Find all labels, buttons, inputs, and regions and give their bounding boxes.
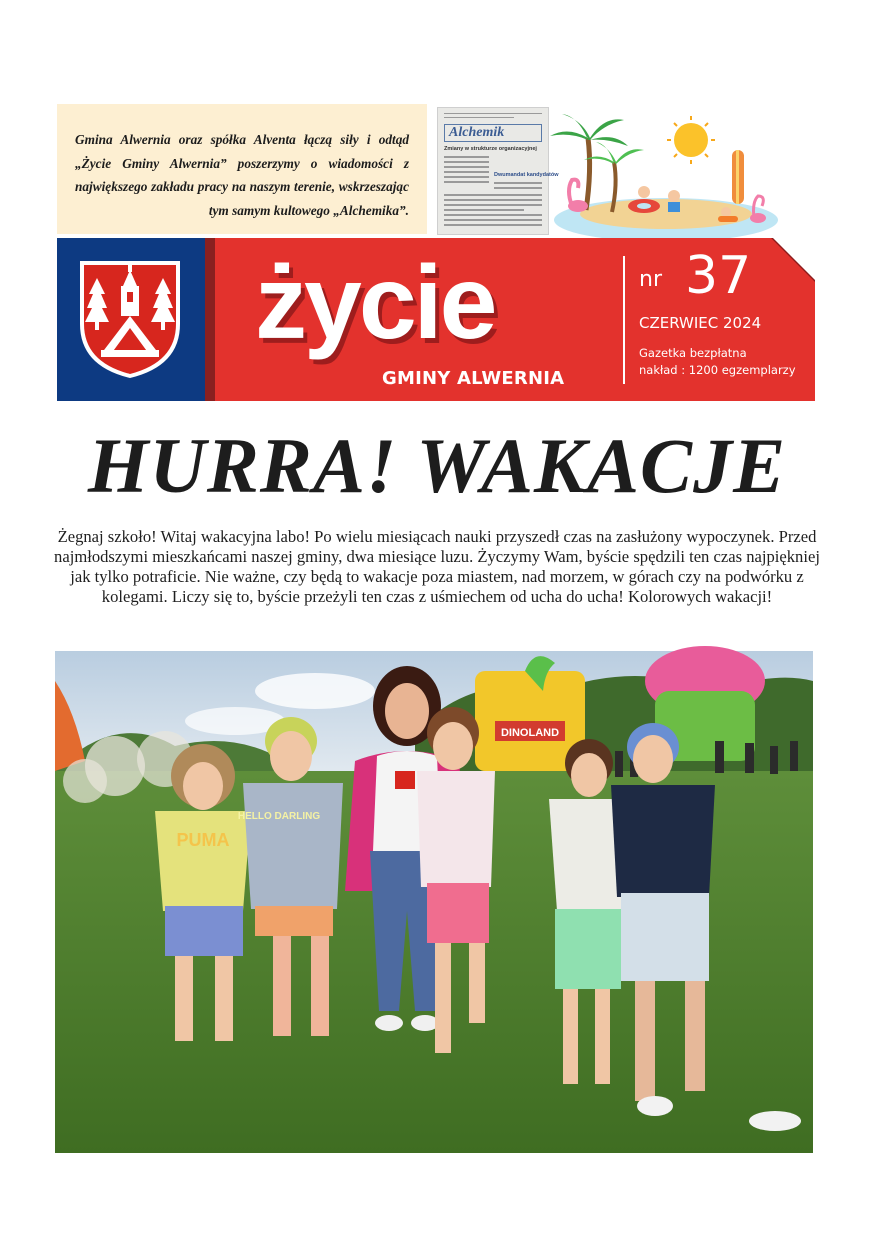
issue-prefix: nr xyxy=(639,267,662,292)
palm-trunk xyxy=(612,162,616,212)
cover-text-line xyxy=(444,166,489,168)
cover-text-line xyxy=(444,214,542,216)
child-leg xyxy=(563,989,578,1084)
cover-text-line xyxy=(444,199,542,201)
banner-corner-cut xyxy=(773,238,815,280)
person-face xyxy=(385,683,429,739)
masthead-divider xyxy=(623,256,625,384)
cover-text-line xyxy=(444,219,542,221)
child-leg xyxy=(273,936,291,1036)
child-face xyxy=(270,731,312,781)
child-shorts xyxy=(555,909,621,989)
child-leg xyxy=(635,981,655,1101)
surfboard-stripe xyxy=(736,150,739,204)
cover-text-line xyxy=(444,224,542,226)
child-shirt xyxy=(155,811,251,911)
child-shirt xyxy=(417,771,495,887)
child-face xyxy=(633,735,673,783)
cover-text-line xyxy=(444,209,524,211)
cloud xyxy=(255,673,375,709)
zorb-ball xyxy=(63,759,107,803)
palm-trunk xyxy=(586,138,590,210)
child-shoe xyxy=(637,1096,673,1116)
shirt-text: HELLO DARLING xyxy=(237,811,321,822)
person-shoe xyxy=(375,1015,403,1031)
article-photo xyxy=(55,651,813,1153)
intro-box xyxy=(57,104,427,234)
child-shirt xyxy=(611,785,715,897)
child-figure xyxy=(721,207,731,217)
child-leg xyxy=(175,956,193,1041)
cover-text-line xyxy=(444,181,489,183)
child-shirt xyxy=(243,783,343,909)
coat-of-arms-icon xyxy=(77,258,183,381)
photo-scene xyxy=(55,651,813,1153)
cover-text-line xyxy=(494,182,542,184)
flamingo xyxy=(750,213,766,223)
masthead-subtitle: GMINY ALWERNIA xyxy=(382,368,565,389)
alchemik-headline-1: Zmiany w strukturze organizacyjnej xyxy=(444,146,537,152)
cover-rule xyxy=(444,113,542,114)
cover-text-line xyxy=(444,161,489,163)
child-leg xyxy=(685,981,705,1091)
child-leg xyxy=(215,956,233,1041)
masthead-banner xyxy=(57,238,815,401)
cover-text-line xyxy=(444,171,489,173)
cover-text-line xyxy=(444,204,542,206)
cover-text-line xyxy=(444,176,489,178)
vacation-illustration xyxy=(548,110,778,236)
child-figure xyxy=(668,202,680,212)
alchemik-headline-2: Dwumandat kandydatów xyxy=(494,172,559,178)
free-note: Gazetka bezpłatna xyxy=(639,346,747,360)
article-lead: Żegnaj szkoło! Witaj wakacyjna labo! Po wielu miesiącach nauki przyszedł czas na zasłużony wypoczynek. Przed najmłodszymi mieszkańcami naszej gminy, dwa miesiące luzu. Życzymy Wam, byście spędzili ten czas najpiękniej jak tylko potraficie. Nie ważne, czy będą to wakacje poza miastem, nad morzem, w górach czy na podwórku z kolegami. Liczy się to, byście przeżyli ten czas z uśmiechem od ucha do ucha! Kolorowych wakacji! xyxy=(54,527,820,606)
cover-text-line xyxy=(444,156,489,158)
child-shorts xyxy=(621,893,709,981)
dinoland-sign: DINOLAND xyxy=(500,727,560,739)
issue-date: CZERWIEC 2024 xyxy=(639,314,762,332)
child-leg xyxy=(435,943,451,1053)
palm-leaves xyxy=(584,142,644,164)
cover-text-line xyxy=(494,187,542,189)
child-leg xyxy=(595,989,610,1084)
child-leg xyxy=(311,936,329,1036)
child-figure xyxy=(718,216,738,222)
child-shoe xyxy=(749,1111,801,1131)
masthead-title: życie xyxy=(255,245,495,361)
cover-rule xyxy=(444,117,514,118)
print-run: nakład : 1200 egzemplarzy xyxy=(639,363,796,377)
issue-number: 37 xyxy=(685,246,752,306)
child-leg xyxy=(469,943,485,1023)
alchemik-masthead xyxy=(444,124,542,142)
article-headline: HURRA! WAKACJE xyxy=(87,422,787,509)
child-face xyxy=(571,753,607,797)
alchemik-cover-image xyxy=(437,107,559,235)
child-shorts xyxy=(165,906,243,956)
child-shorts xyxy=(255,906,333,936)
child-face xyxy=(183,762,223,810)
cover-text-line xyxy=(444,194,542,196)
child-face xyxy=(433,722,473,770)
sun-icon xyxy=(674,123,708,157)
shirt-text: PUMA xyxy=(176,830,230,850)
person-shoe xyxy=(411,1015,439,1031)
intro-text: Gmina Alwernia oraz spółka Alventa łączą siły i odtąd „Życie Gminy Alwernia” poszerzymy o wiadomości z największego zakładu pracy na naszym terenie, wskrzeszając tym samym kultowego „Alchemika”. xyxy=(75,132,409,218)
child-figure xyxy=(668,190,680,202)
shirt-logo xyxy=(395,771,415,789)
flamingo xyxy=(568,200,588,212)
child-figure xyxy=(638,186,650,198)
swim-ring xyxy=(637,203,651,209)
alchemik-masthead-text: Alchemik xyxy=(449,125,505,140)
child-shorts xyxy=(427,883,489,943)
